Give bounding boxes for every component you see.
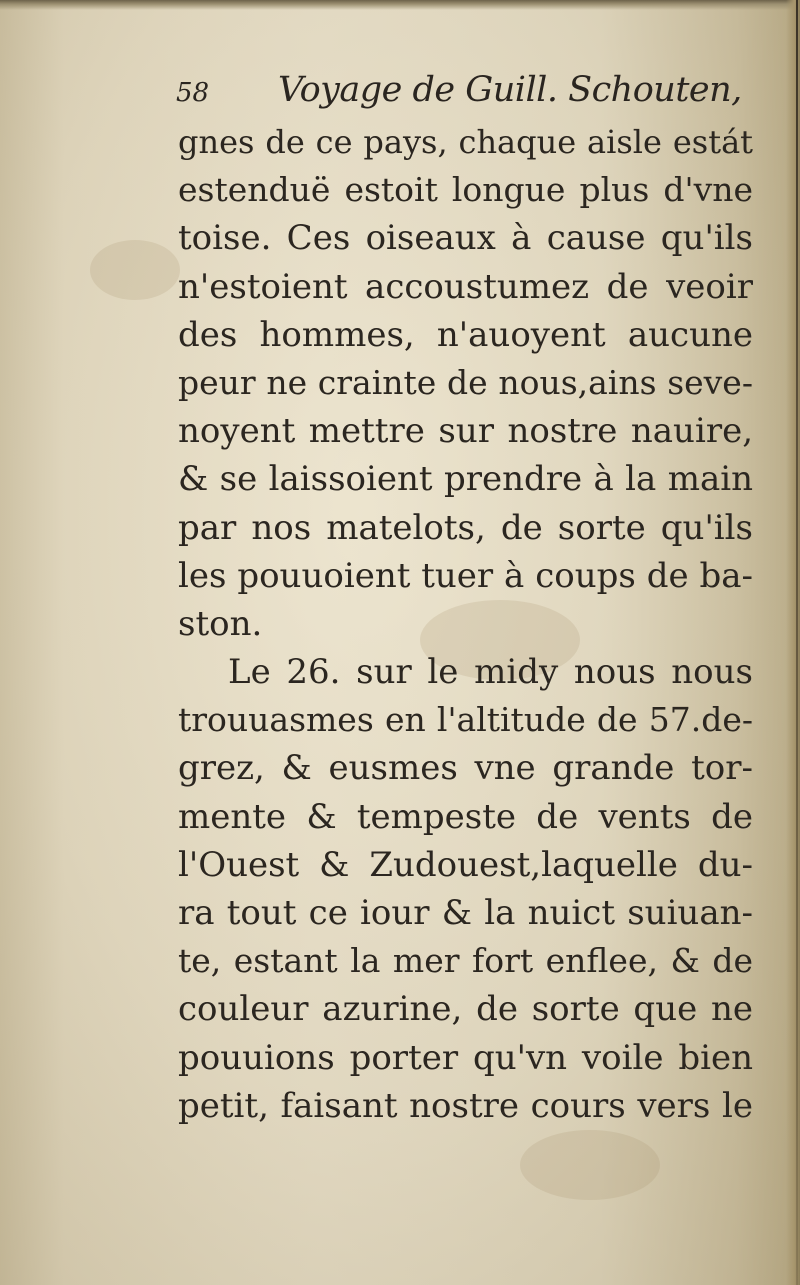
- text-line: noyent mettre sur nostre nauire,: [178, 411, 753, 452]
- binding-shadow: [796, 0, 798, 1285]
- text-line: grez, & eusmes vne grande tor-: [178, 748, 753, 789]
- text-line: petit, faisant nostre cours vers le: [178, 1085, 753, 1126]
- page-top-edge: [0, 0, 800, 10]
- text-line: ra tout ce iour & la nuict suiuan-: [178, 893, 753, 933]
- page-number: 58: [176, 78, 210, 108]
- text-line: trouuasmes en l'altitude de 57.de-: [178, 700, 753, 740]
- text-line: gnes de ce pays, chaque aisle estát: [178, 123, 753, 161]
- paper-stain: [520, 1130, 660, 1200]
- text-line: n'estoient accoustumez de veoir: [178, 266, 753, 307]
- text-line: peur ne crainte de nous,ains seve-: [178, 362, 753, 402]
- text-line: l'Ouest & Zudouest,laquelle du-: [178, 844, 753, 885]
- paragraph-start-line: Le 26. sur le midy nous nous: [228, 652, 753, 693]
- text-line: te, estant la mer fort enflee, & de: [178, 941, 753, 981]
- text-line: & se laissoient prendre à la main: [178, 459, 753, 500]
- text-line: pouuions porter qu'vn voile bien: [178, 1037, 753, 1078]
- text-line: ston.: [178, 603, 263, 644]
- text-line: estenduë estoit longue plus d'vne: [178, 170, 753, 210]
- text-line: par nos matelots, de sorte qu'ils: [178, 507, 753, 548]
- page-header: [176, 70, 742, 118]
- text-line: des hommes, n'auoyent aucune: [178, 314, 753, 355]
- text-line: couleur azurine, de sorte que ne: [178, 989, 753, 1030]
- text-line: les pouuoient tuer à coups de ba-: [178, 555, 753, 596]
- paper-stain: [90, 240, 180, 300]
- running-title: Voyage de Guill. Schouten,: [278, 70, 742, 110]
- body-text: [178, 118, 753, 1130]
- text-line: mente & tempeste de vents de: [178, 796, 753, 837]
- text-line: toise. Ces oiseaux à cause qu'ils: [178, 218, 753, 259]
